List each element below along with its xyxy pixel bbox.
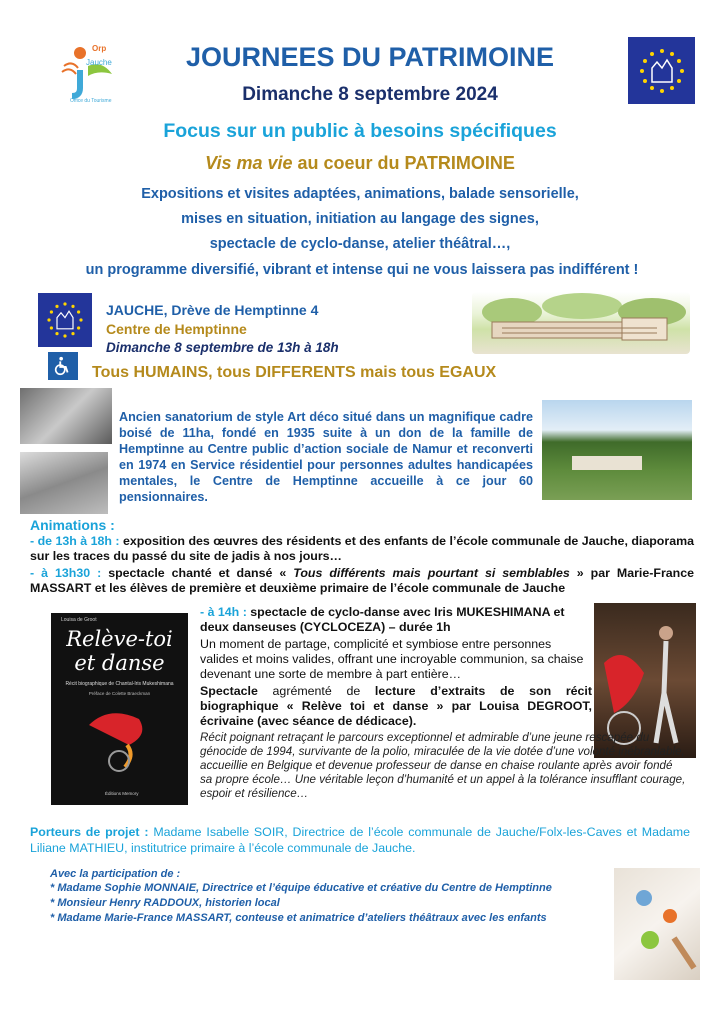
animations-heading: Animations : xyxy=(30,517,115,533)
location-when: Dimanche 8 septembre de 13h à 18h xyxy=(106,340,339,355)
animation-item-3-time: - à 14h : xyxy=(200,605,247,619)
historic-photo-1 xyxy=(20,388,112,444)
animation-item-1-text: exposition des œuvres des résidents et des enfants de l’école communale de Jauche, diaporama sur les traces du passé du site de jadis à nos jours… xyxy=(30,534,694,563)
tagline xyxy=(80,153,640,174)
logo-text-jauche: Jauche xyxy=(86,58,112,67)
animation-item-3-text: spectacle de cyclo-danse avec Iris MUKESHIMANA et deux danseuses (CYCLOCEZA) – durée 1h xyxy=(200,605,565,634)
motto: Tous HUMAINS, tous DIFFERENTS mais tous EGAUX xyxy=(92,364,497,381)
page-title: JOURNEES DU PATRIMOINE xyxy=(185,42,555,72)
book-author: Louisa de Groot xyxy=(61,617,97,623)
book-publisher: Éditions Memory xyxy=(105,791,139,796)
animation-item-2-italic: Tous différents mais pourtant si semblables xyxy=(293,566,570,580)
tagline-italic: Vis ma vie xyxy=(205,153,293,173)
eu-heritage-label-small xyxy=(38,293,92,347)
animation-item-2 xyxy=(30,566,694,596)
location-centre: Centre de Hemptinne xyxy=(106,321,247,337)
porteurs-label: Porteurs de projet : xyxy=(30,825,149,839)
history-paragraph: Ancien sanatorium de style Art déco situé dans un magnifique cadre boisé de 11ha, fondé en 1935 suite à un don de la famille de Hemptinne au Centre public d’action sociale de Namur et reconverti en 1974 en Service résidentiel pour personnes adultes handicapées mentales, le Centre de Hemptinne accueille à ce jour 60 pensionnaires. xyxy=(119,410,533,504)
animation-item-2-text-b: » par Marie-France MASSART et les élèves de première et deuxième primaire de l’école communale de Jauche xyxy=(30,566,695,595)
book-title-2: et danse xyxy=(74,651,165,675)
building-sketch-image xyxy=(472,292,690,354)
logo-text-office: Office du Tourisme xyxy=(70,98,112,104)
intro-line-4: un programme diversifié, vibrant et intense qui ne vous laissera pas indifférent ! xyxy=(85,262,639,278)
book-title-1: Relève-toi xyxy=(66,627,173,651)
spectacle-reading: lecture d’extraits de son récit biographique « Relève toi et danse » par Louisa DEGROOT, écrivaine (avec séance de dédicace). xyxy=(200,684,592,728)
aerial-photo xyxy=(542,400,692,500)
book-preface: Préface de Colette Braeckman xyxy=(88,691,151,696)
childrens-drawing-photo xyxy=(614,868,700,980)
participation-item-2: * Monsieur Henry RADDOUX, historien local xyxy=(50,897,280,909)
participation-label: Avec la participation de : xyxy=(50,868,181,880)
book-cover xyxy=(51,613,188,805)
animation-item-1-time: - de 13h à 18h : xyxy=(30,534,120,548)
animation-item-2-time: - à 13h30 : xyxy=(30,566,102,580)
intro-line-2: mises en situation, initiation au langage des signes, xyxy=(181,211,539,227)
book-dancer-art xyxy=(79,705,159,775)
eu-heritage-label-top xyxy=(628,37,695,104)
wheelchair-icon xyxy=(48,352,78,380)
animation-item-2-text-a: spectacle chanté et dansé « xyxy=(101,566,294,580)
tagline-rest: au coeur du PATRIMOINE xyxy=(292,153,515,173)
logo-text-orp: Orp xyxy=(92,44,107,53)
tourism-logo xyxy=(58,40,124,106)
animation-item-1 xyxy=(30,534,694,564)
spectacle-connector: agrémenté de xyxy=(257,684,375,698)
recit-paragraph: Récit poignant retraçant le parcours exceptionnel et admirable d’une jeune rescapée du génocide de 1994, survivante de la polio, miraculée de la vie dotée d’une volonté inébranlable, accueillie en Belgique et devenue professeur de danse en chaise roulante après avoir fondé sa propre école… Une véritable leçon d’humanité et un appel à la tolérance insufflant courage, espoir et résilience… xyxy=(200,731,686,800)
event-date: Dimanche 8 septembre 2024 xyxy=(242,84,498,105)
porteurs-paragraph xyxy=(30,824,690,856)
intro-line-3: spectacle de cyclo-danse, atelier théâtral…, xyxy=(209,236,511,252)
animation-item-3 xyxy=(200,605,590,635)
book-subtitle: Récit biographique de Chantal-Iris Mukeshimana xyxy=(65,681,174,687)
location-place: JAUCHE, Drève de Hemptinne 4 xyxy=(106,302,319,318)
spectacle-paragraph xyxy=(200,684,592,729)
porteurs-text: Madame Isabelle SOIR, Directrice de l’école communale de Jauche/Folx-les-Caves et Madame Liliane MATHIEU, institutrice primaire à l’école communale de Jauche. xyxy=(30,825,690,855)
spectacle-word: Spectacle xyxy=(200,684,258,698)
focus-heading: Focus sur un public à besoins spécifiques xyxy=(163,120,557,142)
participation-item-1: * Madame Sophie MONNAIE, Directrice et l’équipe éducative et créative du Centre de Hemptinne xyxy=(50,882,552,894)
animation-item-3-description: Un moment de partage, complicité et symbiose entre personnes valides et moins valides, offrant une incroyable communion, sa chaise devenant une sorte de membre à part entière… xyxy=(200,637,584,681)
participation-item-3: * Madame Marie-France MASSART, conteuse et animatrice d’ateliers théâtraux avec les enfants xyxy=(50,912,547,924)
intro-line-1: Expositions et visites adaptées, animations, balade sensorielle, xyxy=(141,186,579,202)
historic-photo-2 xyxy=(20,452,108,514)
